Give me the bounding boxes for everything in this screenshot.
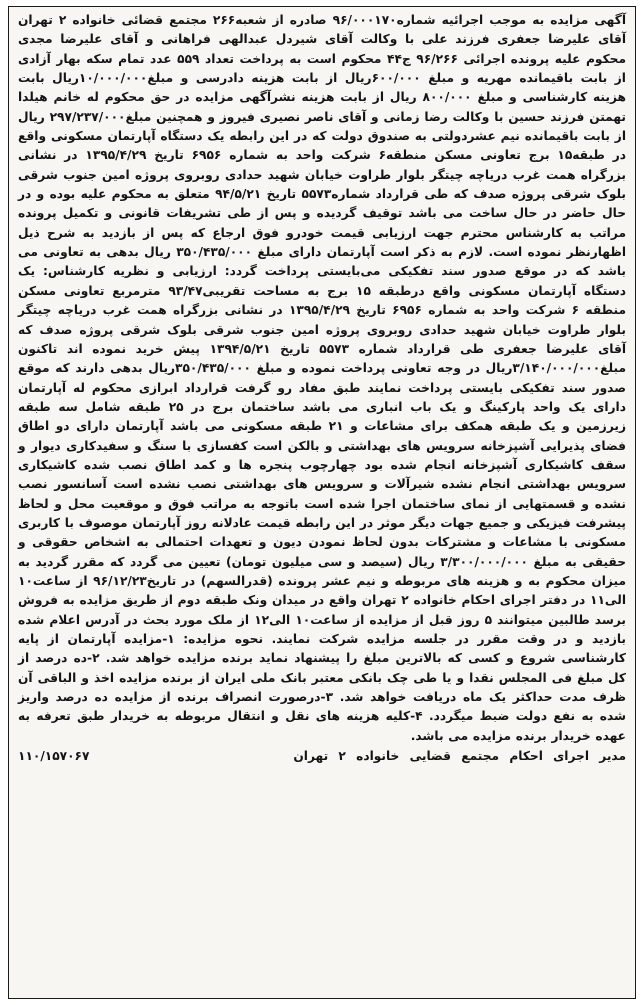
issuing-office-signature: مدیر اجرای احکام مجتمع قضایی خانواده ۲ تهران	[293, 749, 626, 764]
notice-code: ۱۱۰/۱۵۷۰۶۷	[18, 749, 90, 764]
auction-notice	[8, 6, 636, 999]
notice-footer	[18, 749, 626, 763]
notice-body-text: آگهی مزایده به موجب اجرائیه شماره۹۶/۰۰۰۱۷۰ صادره از شعبه۲۶۶ مجتمع قضائی خانواده ۲ تهران آقای علیرضا جعفری فرزند علی با وکالت آقای شیردل عبدالهی فراهانی و آقای علیرضا مجدی محکوم علیه پرونده اجرائی ۹۶/۲۶۶ ج۴۴ محکوم است به پرداخت تعداد ۵۵۹ عدد تمام سکه بهار آزادی از بابت باقیمانده مهریه و مبلغ ۶۰۰/۰۰۰ریال از بابت هزینه دادرسی و مبلغ۱۰/۰۰۰/۰۰۰ریال بابت هزینه کارشناسی و مبلغ ۸۰۰/۰۰۰ ریال از بابت هزینه نشرآگهی مزایده در حق محکوم له خانم هیلدا تهمتن فرزند حسین با وکالت رضا زمانی و آقای ناصر نصیری فیروز و همچنین مبلغ۲۹۷/۲۳۷/۰۰۰ ریال از بابت باقیمانده نیم عشردولتی به صندوق دولت که در این رابطه یک دستگاه آپارتمان مسکونی واقع در طبقه۱۵ برج تعاونی مسکن منطقه۶ شرکت واحد به شماره ۶۹۵۶ تاریخ ۱۳۹۵/۴/۲۹ در نشانی بزرگراه همت غرب دریاچه چیتگر بلوار طراوت خیابان شهید حدادی روبروی پروژه امین جنوب شرقی بلوک شرقی پروژه صدف که طی قرارداد شماره۵۵۷۳ تاریخ ۹۴/۵/۲۱ متعلق به محکوم علیه بوده و در حال حاضر در حال ساخت می باشد توقیف گردیده و پس از طی تشریفات قانونی و تکمیل پرونده مراتب به کارشناس محترم جهت ارزیابی قیمت خودرو فوق ارجاع که پس از بازدید به شرح ذیل اظهارنظر نموده است. لازم به ذکر است آپارتمان دارای مبلغ ۳۵۰/۴۳۵/۰۰۰ ریال بدهی به تعاونی می باشد که در موقع صدور سند تفکیکی می‌بایستی پرداخت گردد: ارزیابی و نظریه کارشناس: یک دستگاه آپارتمان مسکونی واقع درطبقه ۱۵ برج به مساحت تقریبی۹۳/۴۷ مترمربع تعاونی مسکن منطقه ۶ شرکت واحد به شماره ۶۹۵۶ تاریخ ۱۳۹۵/۴/۲۹ در نشانی بزرگراه همت غرب دریاچه چیتگر بلوار طراوت خیابان شهید حدادی روبروی پروژه امین جنوب شرقی بلوک شرقی پروژه صدف که آقای علیرضا جعفری طی قرارداد شماره ۵۵۷۳ تاریخ ۱۳۹۴/۵/۲۱ پیش خرید نموده اند تاکنون مبلغ۳/۱۴۰/۰۰۰/۰۰۰ریال در وجه تعاونی پرداخت نموده و مبلغ ۳۵۰/۴۳۵/۰۰۰ریال بدهی دارند که موقع صدور سند تفکیکی بایستی پرداخت نمایند طبق مفاد رو گرفت قرارداد ابرازی محکوم له آپارتمان دارای یک واحد پارکینگ و یک باب انباری می باشد ساختمان برج در ۲۵ طبقه شامل سه طبقه زیرزمین و یک طبقه همکف برای مشاعات و ۲۱ طبقه مسکونی می باشد آپارتمان دارای دو اطاق فضای پذیرایی آشپزخانه سرویس های بهداشتی و بالکن است کفسازی با سنگ و سفیدکاری دیوار و سقف کاشیکاری آشپزخانه انجام شده بود چهارچوب پنجره ها و کمد اطاق نصب شده کاشیکاری سرویس بهداشتی انجام نشده شیرآلات و سرویس های بهداشتی نصب نشده است آسانسور نصب نشده و قسمتهایی از نمای ساختمان اجرا شده است باتوجه به مراتب فوق و موقعیت محل و لحاظ پیشرفت فیزیکی و جمیع جهات دیگر موثر در این رابطه قیمت عادلانه روز آپارتمان موصوف با کاربری مسکونی با مشاعات و مشترکات بدون لحاظ نمودن دیون و تعهدات احتمالی به اشخاص حقوقی و حقیقی به مبلغ ۳/۳۰۰/۰۰۰/۰۰۰ ریال (سیصد و سی میلیون تومان) تعیین می گردد که مقرر گردید به میزان محکوم به و هزینه های مربوطه و نیم عشر پرونده (قدرالسهم) در تاریخ۹۶/۱۲/۲۳ از ساعت۱۰ الی۱۱ در دفتر اجرای احکام خانواده ۲ تهران واقع در میدان ونک طبقه دوم از طریق مزایده به فروش برسد طالبین میتوانند ۵ روز قبل از مزایده از ساعت۱۰ الی۱۲ از ملک مورد بحث در آدرس اعلام شده بازدید و در وقت مقرر در جلسه مزایده شرکت نمایند. نحوه مزایده: ۱-مزایده آپارتمان از پایه کارشناسی شروع و کسی که بالاترین مبلغ را پیشنهاد نماید برنده مزایده خواهد شد. ۲-ده درصد از کل مبلغ فی المجلس نقدا و یا طی چک بانکی معتبر بانک ملی ایران از برنده مزایده اخذ و الباقی آن ظرف مدت حداکثر یک ماه دریافت خواهد شد. ۳-درصورت انصراف برنده از مزایده ده درصد واریز شده به نفع دولت ضبط میگردد. ۴-کلیه هزینه های نقل و انتقال مربوطه به خریدار طبق تعرفه به عهده خریدار برنده مزایده می باشد.	[18, 13, 627, 743]
